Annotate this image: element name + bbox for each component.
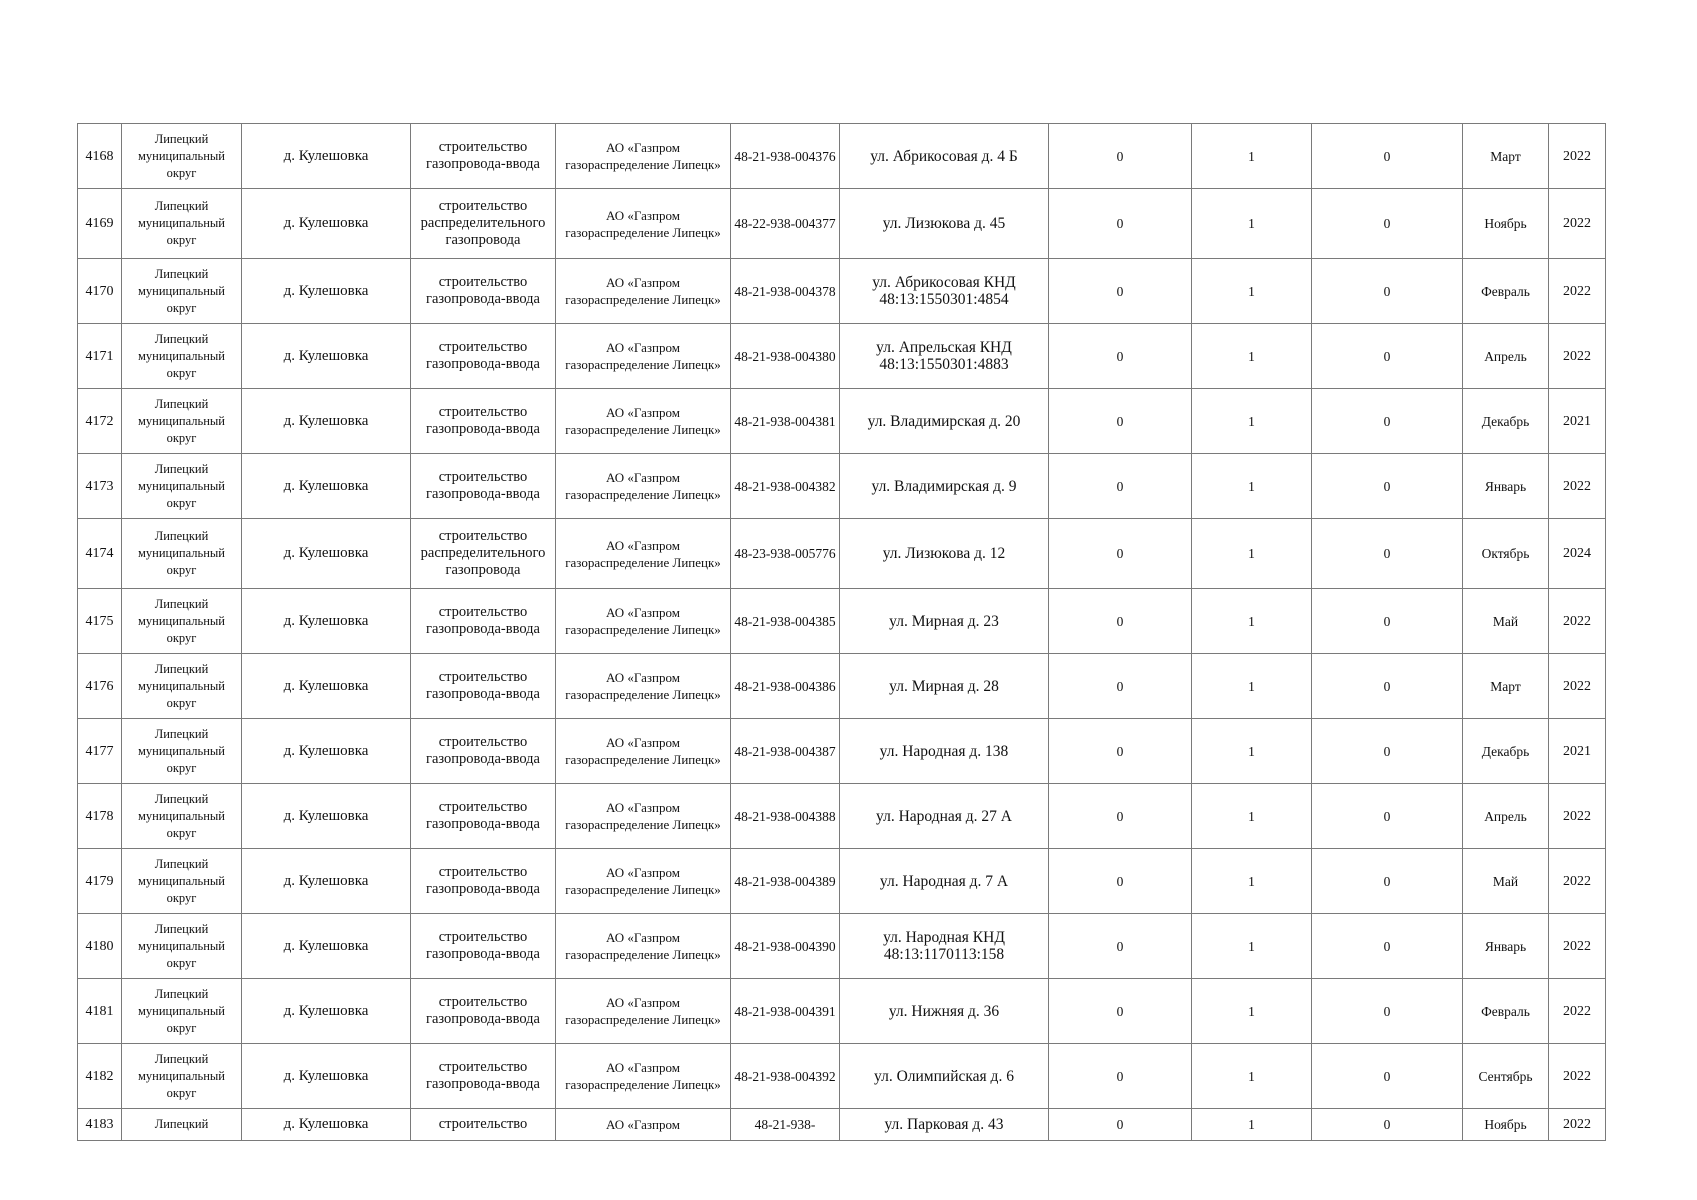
cell-month: Январь [1463,914,1549,979]
cell-row-number: 4179 [78,849,122,914]
cell-year: 2022 [1549,259,1606,324]
cell-value-1: 0 [1049,324,1192,389]
cell-year: 2022 [1549,589,1606,654]
cell-object-code: 48-21-938-004391 [731,979,840,1044]
cell-object-code: 48-21-938-004378 [731,259,840,324]
cell-municipality: Липецкий муниципальный округ [122,259,242,324]
cell-month: Февраль [1463,259,1549,324]
cell-address: ул. Народная д. 7 А [840,849,1049,914]
cell-year: 2021 [1549,719,1606,784]
cell-year: 2022 [1549,1109,1606,1141]
cell-value-2: 1 [1192,1044,1312,1109]
cell-value-1: 0 [1049,654,1192,719]
cell-work-type: строительство газопровода-ввода [411,589,556,654]
cell-municipality: Липецкий муниципальный округ [122,1044,242,1109]
cell-month: Март [1463,654,1549,719]
table-row [78,259,1606,324]
cell-organization: АО «Газпром газораспределение Липецк» [556,389,731,454]
cell-row-number: 4181 [78,979,122,1044]
cell-work-type: строительство газопровода-ввода [411,389,556,454]
cell-value-1: 0 [1049,1044,1192,1109]
cell-municipality: Липецкий муниципальный округ [122,519,242,589]
cell-value-1: 0 [1049,849,1192,914]
cell-value-2: 1 [1192,654,1312,719]
cell-month: Декабрь [1463,719,1549,784]
table-row [78,849,1606,914]
cell-value-3: 0 [1312,1109,1463,1141]
cell-year: 2024 [1549,519,1606,589]
cell-month: Ноябрь [1463,189,1549,259]
cell-organization: АО «Газпром газораспределение Липецк» [556,189,731,259]
cell-object-code: 48-21-938- [731,1109,840,1141]
cell-organization: АО «Газпром газораспределение Липецк» [556,124,731,189]
cell-month: Декабрь [1463,389,1549,454]
cell-work-type: строительство газопровода-ввода [411,849,556,914]
cell-work-type: строительство газопровода-ввода [411,979,556,1044]
cell-locality: д. Кулешовка [242,454,411,519]
cell-municipality: Липецкий муниципальный округ [122,654,242,719]
cell-address: ул. Апрельская КНД 48:13:1550301:4883 [840,324,1049,389]
cell-value-1: 0 [1049,589,1192,654]
table-row [78,124,1606,189]
cell-year: 2022 [1549,654,1606,719]
cell-object-code: 48-21-938-004387 [731,719,840,784]
cell-value-3: 0 [1312,519,1463,589]
cell-object-code: 48-21-938-004388 [731,784,840,849]
cell-address: ул. Народная д. 27 А [840,784,1049,849]
cell-row-number: 4182 [78,1044,122,1109]
cell-month: Апрель [1463,784,1549,849]
cell-address: ул. Владимирская д. 20 [840,389,1049,454]
cell-row-number: 4180 [78,914,122,979]
cell-address: ул. Народная КНД 48:13:1170113:158 [840,914,1049,979]
cell-municipality: Липецкий муниципальный округ [122,914,242,979]
cell-locality: д. Кулешовка [242,324,411,389]
table-row [78,654,1606,719]
cell-year: 2022 [1549,454,1606,519]
table-row [78,1044,1606,1109]
cell-work-type: строительство газопровода-ввода [411,124,556,189]
cell-municipality: Липецкий муниципальный округ [122,589,242,654]
cell-value-3: 0 [1312,784,1463,849]
cell-year: 2022 [1549,849,1606,914]
cell-municipality: Липецкий [122,1109,242,1141]
table-row [78,1109,1606,1141]
cell-municipality: Липецкий муниципальный округ [122,189,242,259]
cell-value-3: 0 [1312,719,1463,784]
cell-month: Май [1463,849,1549,914]
cell-municipality: Липецкий муниципальный округ [122,389,242,454]
cell-value-1: 0 [1049,389,1192,454]
table-row [78,389,1606,454]
cell-organization: АО «Газпром газораспределение Липецк» [556,719,731,784]
cell-address: ул. Мирная д. 28 [840,654,1049,719]
cell-locality: д. Кулешовка [242,259,411,324]
cell-month: Май [1463,589,1549,654]
cell-object-code: 48-21-938-004380 [731,324,840,389]
cell-value-3: 0 [1312,124,1463,189]
cell-work-type: строительство распределительного газопровода [411,189,556,259]
cell-locality: д. Кулешовка [242,124,411,189]
cell-organization: АО «Газпром газораспределение Липецк» [556,654,731,719]
cell-object-code: 48-23-938-005776 [731,519,840,589]
table-row [78,189,1606,259]
table-row [78,719,1606,784]
cell-value-2: 1 [1192,324,1312,389]
cell-month: Февраль [1463,979,1549,1044]
cell-address: ул. Мирная д. 23 [840,589,1049,654]
cell-object-code: 48-21-938-004376 [731,124,840,189]
cell-address: ул. Парковая д. 43 [840,1109,1049,1141]
cell-value-2: 1 [1192,784,1312,849]
cell-year: 2021 [1549,389,1606,454]
cell-object-code: 48-21-938-004389 [731,849,840,914]
cell-value-1: 0 [1049,454,1192,519]
cell-value-2: 1 [1192,979,1312,1044]
cell-work-type: строительство газопровода-ввода [411,1044,556,1109]
cell-value-1: 0 [1049,519,1192,589]
cell-work-type: строительство газопровода-ввода [411,914,556,979]
cell-value-1: 0 [1049,124,1192,189]
cell-address: ул. Абрикосовая д. 4 Б [840,124,1049,189]
cell-municipality: Липецкий муниципальный округ [122,849,242,914]
cell-value-2: 1 [1192,124,1312,189]
cell-row-number: 4183 [78,1109,122,1141]
cell-object-code: 48-22-938-004377 [731,189,840,259]
cell-value-3: 0 [1312,979,1463,1044]
cell-locality: д. Кулешовка [242,189,411,259]
cell-work-type: строительство [411,1109,556,1141]
cell-object-code: 48-21-938-004385 [731,589,840,654]
cell-organization: АО «Газпром газораспределение Липецк» [556,259,731,324]
cell-municipality: Липецкий муниципальный округ [122,784,242,849]
cell-organization: АО «Газпром газораспределение Липецк» [556,589,731,654]
cell-locality: д. Кулешовка [242,914,411,979]
cell-address: ул. Лизюкова д. 12 [840,519,1049,589]
table-row [78,784,1606,849]
cell-organization: АО «Газпром [556,1109,731,1141]
cell-organization: АО «Газпром газораспределение Липецк» [556,324,731,389]
cell-organization: АО «Газпром газораспределение Липецк» [556,1044,731,1109]
table-row [78,454,1606,519]
cell-value-2: 1 [1192,389,1312,454]
cell-value-3: 0 [1312,454,1463,519]
cell-locality: д. Кулешовка [242,389,411,454]
cell-address: ул. Народная д. 138 [840,719,1049,784]
cell-object-code: 48-21-938-004392 [731,1044,840,1109]
cell-work-type: строительство газопровода-ввода [411,259,556,324]
cell-value-1: 0 [1049,914,1192,979]
cell-row-number: 4170 [78,259,122,324]
cell-municipality: Липецкий муниципальный округ [122,979,242,1044]
cell-value-2: 1 [1192,519,1312,589]
cell-value-2: 1 [1192,849,1312,914]
cell-value-3: 0 [1312,1044,1463,1109]
cell-address: ул. Нижняя д. 36 [840,979,1049,1044]
cell-locality: д. Кулешовка [242,979,411,1044]
cell-month: Март [1463,124,1549,189]
cell-month: Январь [1463,454,1549,519]
cell-locality: д. Кулешовка [242,1044,411,1109]
cell-row-number: 4168 [78,124,122,189]
cell-value-1: 0 [1049,784,1192,849]
cell-organization: АО «Газпром газораспределение Липецк» [556,849,731,914]
cell-month: Ноябрь [1463,1109,1549,1141]
cell-organization: АО «Газпром газораспределение Липецк» [556,914,731,979]
cell-year: 2022 [1549,124,1606,189]
cell-organization: АО «Газпром газораспределение Липецк» [556,979,731,1044]
cell-organization: АО «Газпром газораспределение Липецк» [556,454,731,519]
cell-value-2: 1 [1192,719,1312,784]
cell-row-number: 4178 [78,784,122,849]
cell-value-3: 0 [1312,654,1463,719]
cell-value-2: 1 [1192,454,1312,519]
cell-locality: д. Кулешовка [242,519,411,589]
cell-row-number: 4173 [78,454,122,519]
cell-municipality: Липецкий муниципальный округ [122,324,242,389]
cell-municipality: Липецкий муниципальный округ [122,454,242,519]
cell-row-number: 4176 [78,654,122,719]
gasification-register-table [77,123,1606,1141]
cell-locality: д. Кулешовка [242,849,411,914]
table-row [78,324,1606,389]
cell-work-type: строительство газопровода-ввода [411,784,556,849]
cell-row-number: 4172 [78,389,122,454]
table-row [78,914,1606,979]
cell-row-number: 4177 [78,719,122,784]
cell-address: ул. Абрикосовая КНД 48:13:1550301:4854 [840,259,1049,324]
cell-row-number: 4169 [78,189,122,259]
cell-row-number: 4171 [78,324,122,389]
cell-value-3: 0 [1312,389,1463,454]
table-row [78,589,1606,654]
cell-year: 2022 [1549,784,1606,849]
cell-locality: д. Кулешовка [242,784,411,849]
cell-object-code: 48-21-938-004386 [731,654,840,719]
cell-organization: АО «Газпром газораспределение Липецк» [556,519,731,589]
cell-value-3: 0 [1312,259,1463,324]
cell-organization: АО «Газпром газораспределение Липецк» [556,784,731,849]
cell-locality: д. Кулешовка [242,654,411,719]
cell-address: ул. Владимирская д. 9 [840,454,1049,519]
cell-value-3: 0 [1312,189,1463,259]
cell-month: Октябрь [1463,519,1549,589]
cell-value-1: 0 [1049,259,1192,324]
cell-address: ул. Лизюкова д. 45 [840,189,1049,259]
cell-value-2: 1 [1192,914,1312,979]
cell-work-type: строительство газопровода-ввода [411,654,556,719]
cell-row-number: 4175 [78,589,122,654]
cell-value-2: 1 [1192,589,1312,654]
cell-municipality: Липецкий муниципальный округ [122,719,242,784]
table-body [78,124,1606,1141]
cell-year: 2022 [1549,324,1606,389]
cell-value-1: 0 [1049,1109,1192,1141]
cell-locality: д. Кулешовка [242,1109,411,1141]
cell-value-1: 0 [1049,189,1192,259]
cell-object-code: 48-21-938-004382 [731,454,840,519]
cell-object-code: 48-21-938-004390 [731,914,840,979]
cell-year: 2022 [1549,914,1606,979]
cell-work-type: строительство газопровода-ввода [411,719,556,784]
cell-value-2: 1 [1192,189,1312,259]
cell-object-code: 48-21-938-004381 [731,389,840,454]
cell-municipality: Липецкий муниципальный округ [122,124,242,189]
cell-value-1: 0 [1049,719,1192,784]
table-row [78,519,1606,589]
cell-month: Сентябрь [1463,1044,1549,1109]
cell-value-3: 0 [1312,589,1463,654]
cell-year: 2022 [1549,189,1606,259]
cell-work-type: строительство газопровода-ввода [411,324,556,389]
cell-row-number: 4174 [78,519,122,589]
cell-locality: д. Кулешовка [242,589,411,654]
cell-value-2: 1 [1192,259,1312,324]
cell-year: 2022 [1549,1044,1606,1109]
cell-value-3: 0 [1312,914,1463,979]
table-row [78,979,1606,1044]
cell-month: Апрель [1463,324,1549,389]
cell-value-3: 0 [1312,849,1463,914]
cell-value-2: 1 [1192,1109,1312,1141]
cell-value-3: 0 [1312,324,1463,389]
cell-locality: д. Кулешовка [242,719,411,784]
cell-value-1: 0 [1049,979,1192,1044]
cell-address: ул. Олимпийская д. 6 [840,1044,1049,1109]
cell-year: 2022 [1549,979,1606,1044]
cell-work-type: строительство газопровода-ввода [411,454,556,519]
cell-work-type: строительство распределительного газопровода [411,519,556,589]
